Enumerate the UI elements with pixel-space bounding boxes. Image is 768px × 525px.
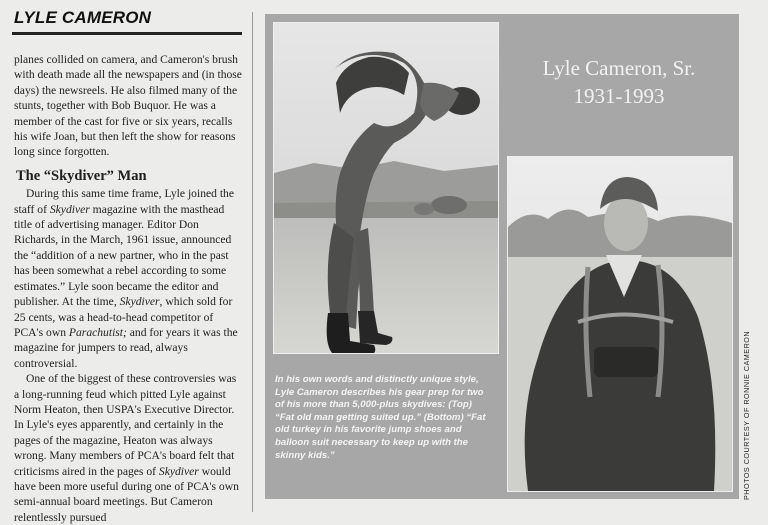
man-in-helmet-and-jumpsuit-photo xyxy=(508,157,732,491)
tribute-panel xyxy=(265,14,739,499)
title-name: Lyle Cameron, Sr. xyxy=(542,56,696,80)
photo-credit: PHOTOS COURTESY OF RONNIE CAMERON xyxy=(742,330,751,500)
column-divider xyxy=(252,12,253,512)
magazine-title: Parachutist; xyxy=(68,325,127,339)
paragraph-2-text: , which sold for 25 cents, was a head-to-head competitor of PCA's own xyxy=(14,295,233,339)
memorial-title xyxy=(505,54,733,110)
bottom-photo xyxy=(507,156,733,492)
text-column xyxy=(12,6,244,525)
paragraph-2-text: and for years it was the magazine for jumpers to read, always controversial. xyxy=(14,325,238,370)
magazine-title: Skydiver xyxy=(119,295,160,309)
magazine-title: Skydiver xyxy=(158,464,199,478)
paragraph-1: planes collided on camera, and Cameron's brush with death made all the newspapers and (in those days) the newsreels. He also filmed many of the stunts, together with Bob Buquor. He was a member of the cast for five or six years, recalls his wife Joan, but then left the show for reasons long since forgotten. xyxy=(14,53,242,159)
paragraph-2-text: During this same time frame, Lyle joined the staff of xyxy=(14,187,234,216)
magazine-title: Skydiver xyxy=(49,202,90,216)
paragraph-2 xyxy=(14,186,244,371)
title-dates: 1931-1993 xyxy=(573,84,665,108)
running-head: LYLE CAMERON xyxy=(14,8,152,27)
paragraph-3 xyxy=(14,371,244,525)
paragraph-2-text: magazine with the masthead title of advertising manager. Editor Don Richards, in the March, 1961 issue, announced the “addition of a new partner, who in the past has been somewhat a rebel according to some estimates.” Lyle soon became the editor and publisher. At the time, xyxy=(14,202,232,309)
section-subhead: The “Skydiver” Man xyxy=(16,167,147,184)
man-bending-in-parachute-gear-photo xyxy=(274,23,498,353)
article-body xyxy=(12,52,244,525)
paragraph-3-text: One of the biggest of these controversies was a long-running feud which pitted Lyle against Norm Heaton, then USPA's Executive Director. In Lyle's eyes apparently, and certainly in the pages of the magazine, Heaton was always wrong. Many members of PCA's board felt that criticisms aired in the pages of xyxy=(14,372,237,478)
paragraph-3-text: would have been more useful during one of PCA's own semi-annual board meetings. But Cameron relentlessly pursued xyxy=(14,464,239,524)
photo-caption: In his own words and distinctly unique style, Lyle Cameron describes his gear prep for two of his more than 5,000-plus skydives: (Top) “Fat old man getting suited up.” (Bottom) “Fat old turkey in his favorite jump shoes and balloon suit necessary to keep up with the skinny kids.” xyxy=(275,374,486,461)
head-rule xyxy=(12,32,242,35)
top-photo xyxy=(273,22,499,354)
